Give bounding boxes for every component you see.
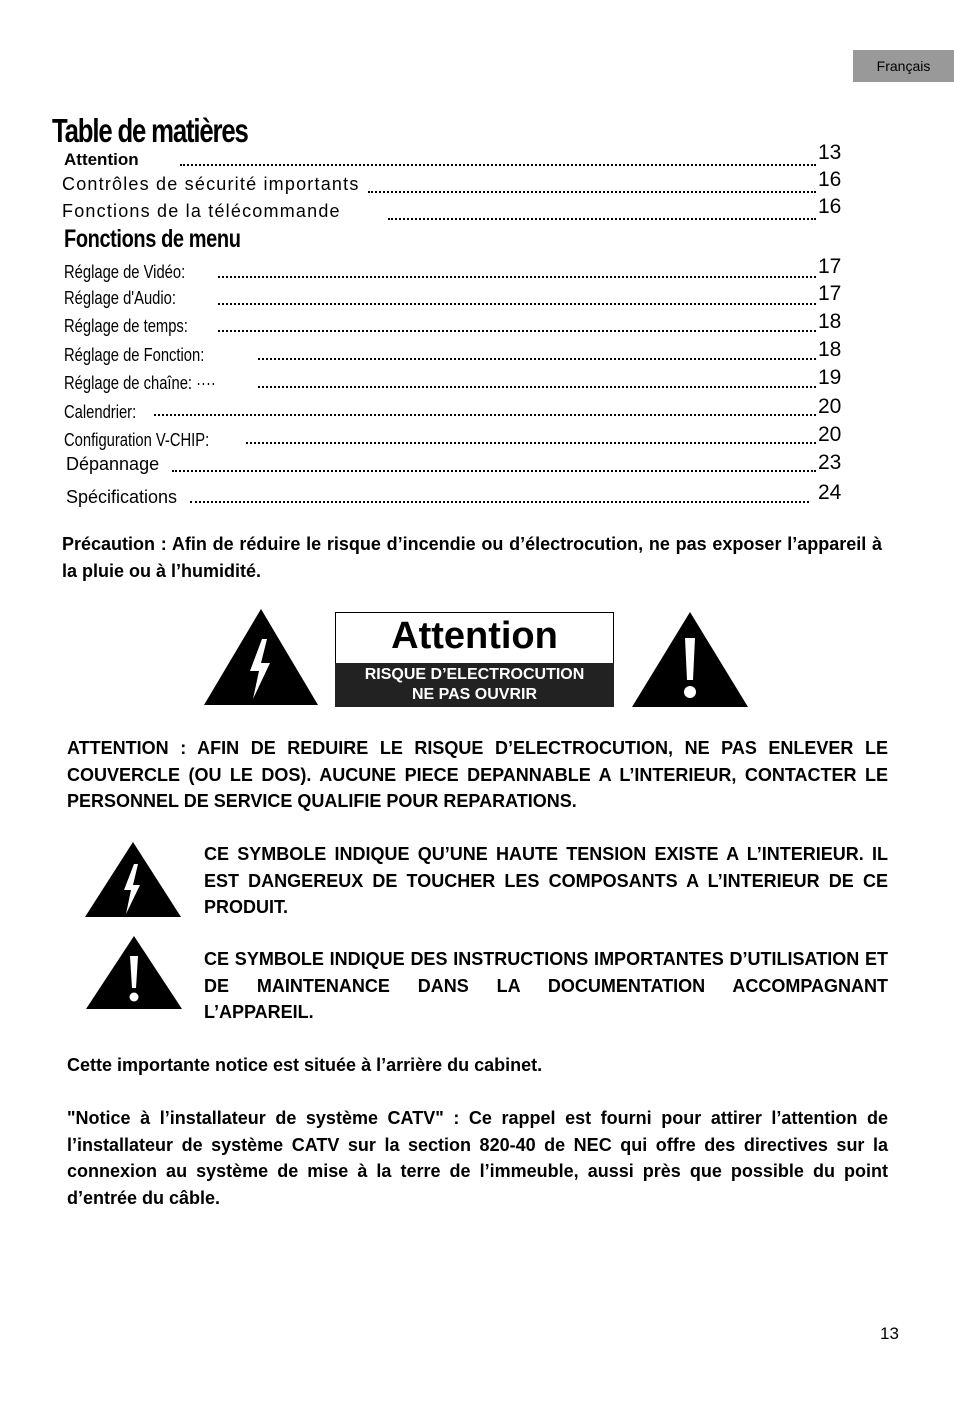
toc-entry-page: 20 (818, 423, 842, 446)
toc-entry-label: Réglage de temps: (64, 316, 188, 336)
toc-entry-vchip (0, 423, 954, 457)
language-tab: Français (853, 50, 954, 82)
lightning-triangle-icon (85, 842, 181, 918)
toc-entry-page: 13 (818, 141, 842, 164)
toc-entry-attention (0, 141, 954, 175)
toc-entry-page: 20 (818, 395, 842, 418)
lightning-triangle-icon (204, 609, 318, 706)
toc-leader-dots (258, 358, 816, 360)
toc-entry-label: Réglage d'Audio: (64, 288, 176, 308)
toc-entry-depannage (0, 451, 954, 485)
toc-leader-dots (190, 501, 809, 503)
toc-leader-dots (218, 303, 816, 305)
toc-leader-dots (172, 470, 816, 472)
warning-label-line1: RISQUE D’ELECTROCUTION (364, 666, 585, 683)
toc-entry-temps (0, 310, 954, 344)
voltage-symbol-text: CE SYMBOLE INDIQUE QU’UNE HAUTE TENSION EXISTE A L’INTERIEUR. IL EST DANGEREUX DE TOUCHER LES COMPOSANTS A L’INTERIEUR DE CE PRODUIT. (204, 844, 888, 917)
toc-leader-dots (368, 191, 816, 193)
toc-entry-label: Spécifications (66, 487, 178, 507)
toc-entry-label: Attention (64, 150, 139, 169)
exclamation-triangle-icon (632, 612, 748, 708)
toc-entry-page: 23 (818, 451, 842, 474)
toc-entry-page: 24 (818, 481, 842, 504)
toc-section-title: Fonctions de menu (64, 225, 241, 253)
attention-warning-text: ATTENTION : AFIN DE REDUIRE LE RISQUE D’ELECTROCUTION, NE PAS ENLEVER LE COUVERCLE (OU LE DOS). AUCUNE PIECE DEPANNABLE A L’INTERIEUR, CONTACTER LE PERSONNEL DE SERVICE QUALIFIE POUR REPARATIONS. (67, 738, 888, 811)
toc-leader-dots (180, 164, 816, 166)
warning-label-title: Attention (391, 615, 558, 657)
warning-label-band (335, 663, 614, 707)
toc-leader-dots (218, 276, 816, 278)
toc-entry-page: 17 (818, 282, 842, 305)
warning-label-line2: NE PAS OUVRIR (411, 686, 538, 703)
notice-location-text: Cette importante notice est située à l’arrière du cabinet. (67, 1055, 543, 1075)
toc-entry-label: Contrôles de sécurité importants (62, 174, 360, 194)
instructions-symbol-text: CE SYMBOLE INDIQUE DES INSTRUCTIONS IMPORTANTES D’UTILISATION ET DE MAINTENANCE DANS LA DOCUMENTATION ACCOMPAGNANT L’APPAREIL. (204, 949, 888, 1022)
toc-entry-page: 16 (818, 168, 842, 191)
toc-entry-label: Réglage de Fonction: (64, 345, 205, 365)
warning-label (335, 612, 614, 707)
toc-leader-dots (258, 386, 816, 388)
toc-entry-page: 18 (818, 310, 842, 333)
toc-entry-page: 18 (818, 338, 842, 361)
exclamation-triangle-icon (86, 936, 182, 1010)
toc-entry-page: 19 (818, 366, 842, 389)
toc-entry-label: Réglage de Vidéo: (64, 262, 186, 282)
toc-entry-label: Réglage de chaîne: ···· (64, 373, 216, 393)
toc-entry-specifications (0, 481, 954, 515)
precaution-text: Précaution : Afin de réduire le risque d’incendie ou d’électrocution, ne pas exposer l’appareil à la pluie ou à l’humidité. (62, 534, 882, 581)
toc-entry-video (0, 255, 954, 289)
toc-leader-dots (218, 330, 816, 332)
toc-entry-label: Calendrier: (64, 402, 137, 422)
toc-entry-page: 16 (818, 195, 842, 218)
toc-entry-chaine (0, 366, 954, 400)
toc-entry-calendrier (0, 395, 954, 429)
toc-leader-dots (246, 442, 816, 444)
toc-entry-label: Fonctions de la télécommande (62, 201, 341, 221)
toc-entry-page: 17 (818, 255, 842, 278)
toc-entry-label: Dépannage (66, 454, 160, 474)
page-number: 13 (880, 1324, 899, 1343)
toc-entry-controles (0, 168, 954, 202)
toc-entry-label: Configuration V-CHIP: (64, 430, 210, 450)
toc-leader-dots (154, 414, 816, 416)
catv-notice-text: "Notice à l’installateur de système CATV" : Ce rappel est fourni pour attirer l’attention de l’installateur de système CATV sur la section 820-40 de NEC qui offre des directives sur la connexion au système de mise à la terre de l’immeuble, aussi près que possible du point d’entrée du câble. (67, 1108, 888, 1208)
toc-entry-fonction (0, 338, 954, 372)
toc-title: Table de matières (52, 112, 248, 149)
toc-leader-dots (388, 218, 816, 220)
toc-entry-audio (0, 282, 954, 316)
